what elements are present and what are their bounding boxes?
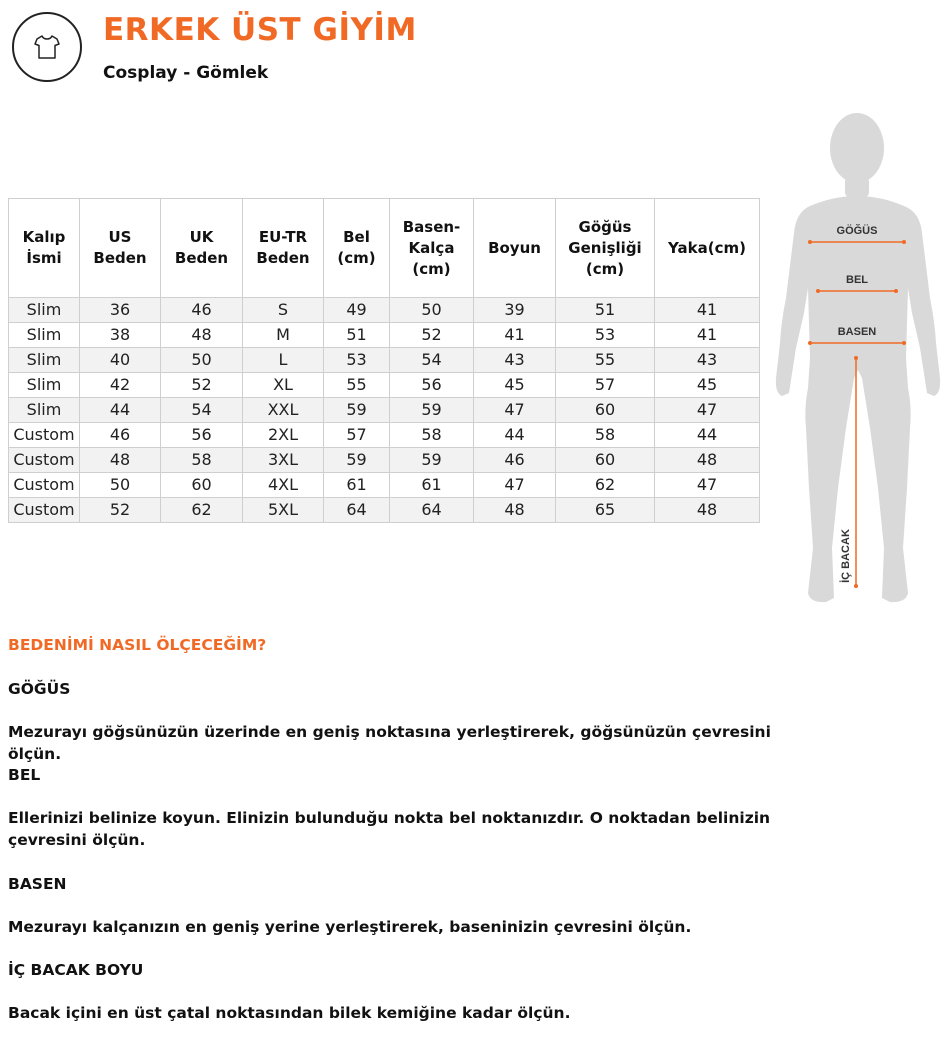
table-cell: 40 bbox=[80, 348, 161, 373]
chest-text: Mezurayı göğsünüzün üzerinde en geniş noktasına yerleştirerek, göğsünüzün çevresini ölçün. bbox=[8, 723, 771, 763]
inseam-title: İÇ BACAK BOYU bbox=[8, 961, 144, 979]
size-table bbox=[8, 198, 760, 523]
page-title: ERKEK ÜST GİYİM bbox=[103, 12, 417, 48]
column-header-line: Genişliği bbox=[568, 238, 642, 257]
column-header-line: EU-TR bbox=[258, 228, 308, 246]
table-cell: 59 bbox=[324, 398, 390, 423]
waist-title: BEL bbox=[8, 766, 41, 784]
column-header-line: İsmi bbox=[26, 249, 62, 267]
column-header bbox=[9, 199, 80, 298]
table-cell: XXL bbox=[243, 398, 324, 423]
table-cell: 61 bbox=[390, 473, 474, 498]
table-row bbox=[9, 498, 760, 523]
table-row bbox=[9, 373, 760, 398]
table-cell: 44 bbox=[80, 398, 161, 423]
table-cell: M bbox=[243, 323, 324, 348]
column-header bbox=[655, 199, 760, 298]
table-cell: XL bbox=[243, 373, 324, 398]
table-cell: 47 bbox=[474, 473, 556, 498]
table-cell: 44 bbox=[474, 423, 556, 448]
table-cell: 58 bbox=[161, 448, 243, 473]
table-cell: Custom bbox=[9, 448, 80, 473]
table-cell: 43 bbox=[655, 348, 760, 373]
table-row bbox=[9, 323, 760, 348]
body-silhouette bbox=[776, 113, 940, 602]
table-cell: 60 bbox=[556, 448, 655, 473]
table-cell: 60 bbox=[161, 473, 243, 498]
table-cell: 46 bbox=[80, 423, 161, 448]
table-cell: Slim bbox=[9, 398, 80, 423]
table-row bbox=[9, 473, 760, 498]
column-header-line: UK bbox=[189, 228, 214, 246]
table-cell: 54 bbox=[390, 348, 474, 373]
column-header-line: Boyun bbox=[488, 238, 541, 257]
table-cell: 3XL bbox=[243, 448, 324, 473]
table-cell: 54 bbox=[161, 398, 243, 423]
table-cell: 2XL bbox=[243, 423, 324, 448]
column-header bbox=[243, 199, 324, 298]
table-cell: 64 bbox=[324, 498, 390, 523]
table-cell: 62 bbox=[161, 498, 243, 523]
column-header bbox=[161, 199, 243, 298]
column-header bbox=[390, 199, 474, 298]
column-header-line: Beden bbox=[174, 249, 229, 267]
table-cell: 60 bbox=[556, 398, 655, 423]
table-cell: 44 bbox=[655, 423, 760, 448]
table-header bbox=[9, 199, 760, 298]
table-cell: 39 bbox=[474, 298, 556, 323]
hip-title: BASEN bbox=[8, 875, 67, 893]
table-cell: 46 bbox=[474, 448, 556, 473]
table-cell: 41 bbox=[474, 323, 556, 348]
column-header-line: Kalıp bbox=[22, 228, 66, 246]
waist-text: Ellerinizi belinize koyun. Elinizin bulunduğu nokta bel noktanızdır. O noktadan belinizin çevresini ölçün. bbox=[8, 809, 771, 849]
table-cell: 50 bbox=[390, 298, 474, 323]
table-cell: 52 bbox=[390, 323, 474, 348]
table-cell: 65 bbox=[556, 498, 655, 523]
table-cell: Slim bbox=[9, 373, 80, 398]
table-cell: 59 bbox=[324, 448, 390, 473]
table-cell: 41 bbox=[655, 323, 760, 348]
table-cell: 45 bbox=[474, 373, 556, 398]
tshirt-icon bbox=[32, 32, 62, 62]
table-cell: 52 bbox=[161, 373, 243, 398]
table-cell: 43 bbox=[474, 348, 556, 373]
table-cell: 58 bbox=[556, 423, 655, 448]
column-header-line: (cm) bbox=[337, 249, 376, 267]
column-header bbox=[80, 199, 161, 298]
column-header bbox=[474, 199, 556, 298]
table-row bbox=[9, 398, 760, 423]
table-cell: 53 bbox=[324, 348, 390, 373]
table-cell: Custom bbox=[9, 473, 80, 498]
table-cell: 51 bbox=[324, 323, 390, 348]
chest-label: GÖĞÜS bbox=[836, 225, 878, 237]
hip-text: Mezurayı kalçanızın en geniş yerine yerleştirerek, baseninizin çevresini ölçün. bbox=[8, 918, 692, 936]
table-cell: 41 bbox=[655, 298, 760, 323]
hip-label: BASEN bbox=[837, 326, 877, 338]
table-cell: 36 bbox=[80, 298, 161, 323]
column-header-line: Göğüs bbox=[578, 217, 632, 236]
table-cell: 50 bbox=[161, 348, 243, 373]
table-cell: Custom bbox=[9, 498, 80, 523]
column-header bbox=[556, 199, 655, 298]
table-row bbox=[9, 348, 760, 373]
table-cell: 59 bbox=[390, 448, 474, 473]
column-header bbox=[324, 199, 390, 298]
table-cell: 48 bbox=[161, 323, 243, 348]
table-cell: 47 bbox=[655, 398, 760, 423]
table-cell: S bbox=[243, 298, 324, 323]
table-cell: 38 bbox=[80, 323, 161, 348]
guide-heading: BEDENİMİ NASIL ÖLÇECEĞİM? bbox=[8, 636, 267, 654]
table-cell: 58 bbox=[390, 423, 474, 448]
table-cell: 53 bbox=[556, 323, 655, 348]
table-cell: Slim bbox=[9, 298, 80, 323]
table-cell: 51 bbox=[556, 298, 655, 323]
column-header-line: (cm) bbox=[585, 259, 625, 278]
column-header-line: Basen- bbox=[402, 217, 461, 236]
table-cell: 52 bbox=[80, 498, 161, 523]
table-cell: 48 bbox=[655, 448, 760, 473]
table-cell: 57 bbox=[324, 423, 390, 448]
table-cell: 48 bbox=[655, 498, 760, 523]
table-cell: 55 bbox=[556, 348, 655, 373]
table-cell: 5XL bbox=[243, 498, 324, 523]
table-cell: 47 bbox=[655, 473, 760, 498]
inseam-text: Bacak içini en üst çatal noktasından bilek kemiğine kadar ölçün. bbox=[8, 1004, 571, 1022]
table-cell: 42 bbox=[80, 373, 161, 398]
table-row bbox=[9, 448, 760, 473]
table-cell: 56 bbox=[161, 423, 243, 448]
table-cell: 57 bbox=[556, 373, 655, 398]
table-cell: 49 bbox=[324, 298, 390, 323]
column-header-line: Yaka(cm) bbox=[668, 238, 746, 257]
column-header-line: Beden bbox=[256, 249, 310, 267]
table-cell: 45 bbox=[655, 373, 760, 398]
table-cell: Slim bbox=[9, 348, 80, 373]
table-cell: 59 bbox=[390, 398, 474, 423]
table-cell: 64 bbox=[390, 498, 474, 523]
table-cell: 4XL bbox=[243, 473, 324, 498]
table-cell: 46 bbox=[161, 298, 243, 323]
table-cell: 56 bbox=[390, 373, 474, 398]
column-header-line: US bbox=[108, 228, 132, 246]
page-subtitle: Cosplay - Gömlek bbox=[103, 63, 269, 83]
column-header-line: (cm) bbox=[412, 259, 451, 278]
table-cell: L bbox=[243, 348, 324, 373]
table-cell: Custom bbox=[9, 423, 80, 448]
tshirt-icon-badge bbox=[12, 12, 82, 82]
body-measurement-figure bbox=[770, 108, 945, 608]
table-cell: 48 bbox=[474, 498, 556, 523]
table-row bbox=[9, 298, 760, 323]
table-row bbox=[9, 423, 760, 448]
table-cell: Slim bbox=[9, 323, 80, 348]
chest-title: GÖĞÜS bbox=[8, 680, 71, 698]
table-cell: 47 bbox=[474, 398, 556, 423]
table-cell: 48 bbox=[80, 448, 161, 473]
table-cell: 55 bbox=[324, 373, 390, 398]
column-header-line: Kalça bbox=[408, 238, 455, 257]
table-cell: 62 bbox=[556, 473, 655, 498]
inseam-label: İÇ BACAK bbox=[840, 529, 852, 583]
table-body bbox=[9, 298, 760, 523]
waist-label: BEL bbox=[846, 274, 868, 286]
column-header-line: Beden bbox=[93, 249, 147, 267]
table-cell: 61 bbox=[324, 473, 390, 498]
column-header-line: Bel bbox=[343, 228, 370, 246]
table-cell: 50 bbox=[80, 473, 161, 498]
